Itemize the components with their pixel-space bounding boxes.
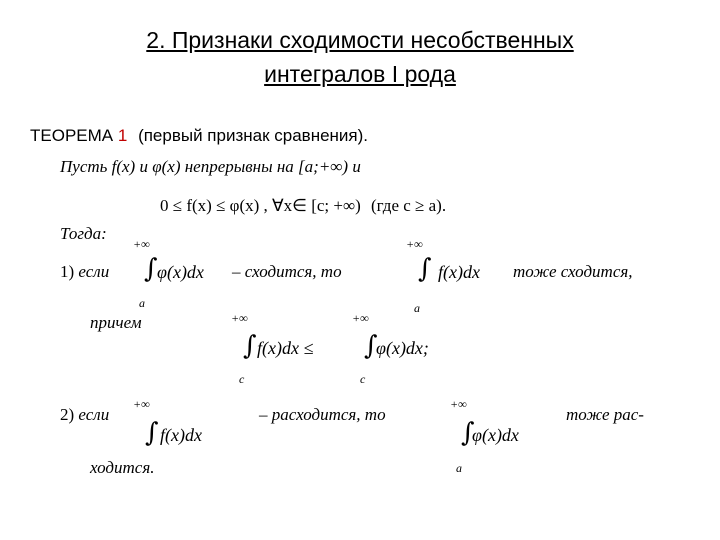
theorem-condition: Пусть f(x) и φ(x) непрерывны на [a;+∞) и (60, 157, 361, 176)
ineq-right-integrand: φ(x)dx; (376, 338, 429, 358)
case1-if: если (78, 262, 110, 281)
case1-right-lower-limit: a (414, 301, 420, 315)
case2-right-integrand: φ(x)dx (472, 425, 519, 445)
case1-number (60, 262, 109, 282)
theorem-inequality (160, 196, 446, 216)
case2-index: 2) (60, 405, 75, 424)
theorem-label: ТЕОРЕМА (30, 126, 114, 145)
ineq-left-lower-limit: c (239, 372, 245, 386)
inequality-where: (где c ≥ a). (371, 196, 447, 215)
case1-left-integral-sign: ∫ (144, 254, 158, 284)
inequality-formula: 0 ≤ f(x) ≤ φ(x) , ∀x∈ [c; +∞) (160, 196, 361, 215)
theorem-heading (30, 126, 368, 146)
theorem-number: 1 (117, 126, 128, 145)
case1-right-upper-limit: +∞ (406, 237, 423, 251)
case2-continuation: ходится. (90, 458, 155, 477)
ineq-right-lower-limit: c (360, 372, 366, 386)
ineq-left-integrand: f(x)dx ≤ (257, 338, 314, 358)
case1-right-integral-sign: ∫ (418, 254, 432, 284)
ineq-right-upper-limit: +∞ (352, 311, 369, 325)
page-title-line2: интегралов I рода (264, 61, 456, 87)
case2-left-integral-sign: ∫ (145, 418, 159, 448)
case2-number (60, 405, 109, 425)
case2-if: если (78, 405, 110, 424)
case1-index: 1) (60, 262, 75, 281)
ineq-left-upper-limit: +∞ (231, 311, 248, 325)
case2-right-integral-sign: ∫ (461, 418, 475, 448)
case2-left-integrand: f(x)dx (160, 425, 202, 445)
case1-left-integrand: φ(x)dx (157, 262, 204, 282)
case2-left-verb: – расходится, то (259, 405, 386, 424)
case2-right-lower-limit: a (456, 461, 462, 475)
case2-left-upper-limit: +∞ (133, 397, 150, 411)
case2-right-verb: тоже рас- (566, 405, 644, 424)
case1-left-upper-limit: +∞ (133, 237, 150, 251)
case2-right-upper-limit: +∞ (450, 397, 467, 411)
case1-right-integrand: f(x)dx (438, 262, 480, 282)
ineq-right-integral-sign: ∫ (364, 331, 378, 361)
theorem-subtitle: (первый признак сравнения). (138, 126, 369, 145)
ineq-left-integral-sign: ∫ (243, 331, 257, 361)
case1-right-verb: тоже сходится, (513, 262, 633, 281)
case1-left-verb: – сходится, то (232, 262, 342, 281)
page-title-line1: 2. Признаки сходимости несобственных (146, 27, 574, 53)
case1-left-lower-limit: a (139, 296, 145, 310)
then-label: Тогда: (60, 224, 107, 243)
moreover-label: причем (90, 313, 142, 332)
